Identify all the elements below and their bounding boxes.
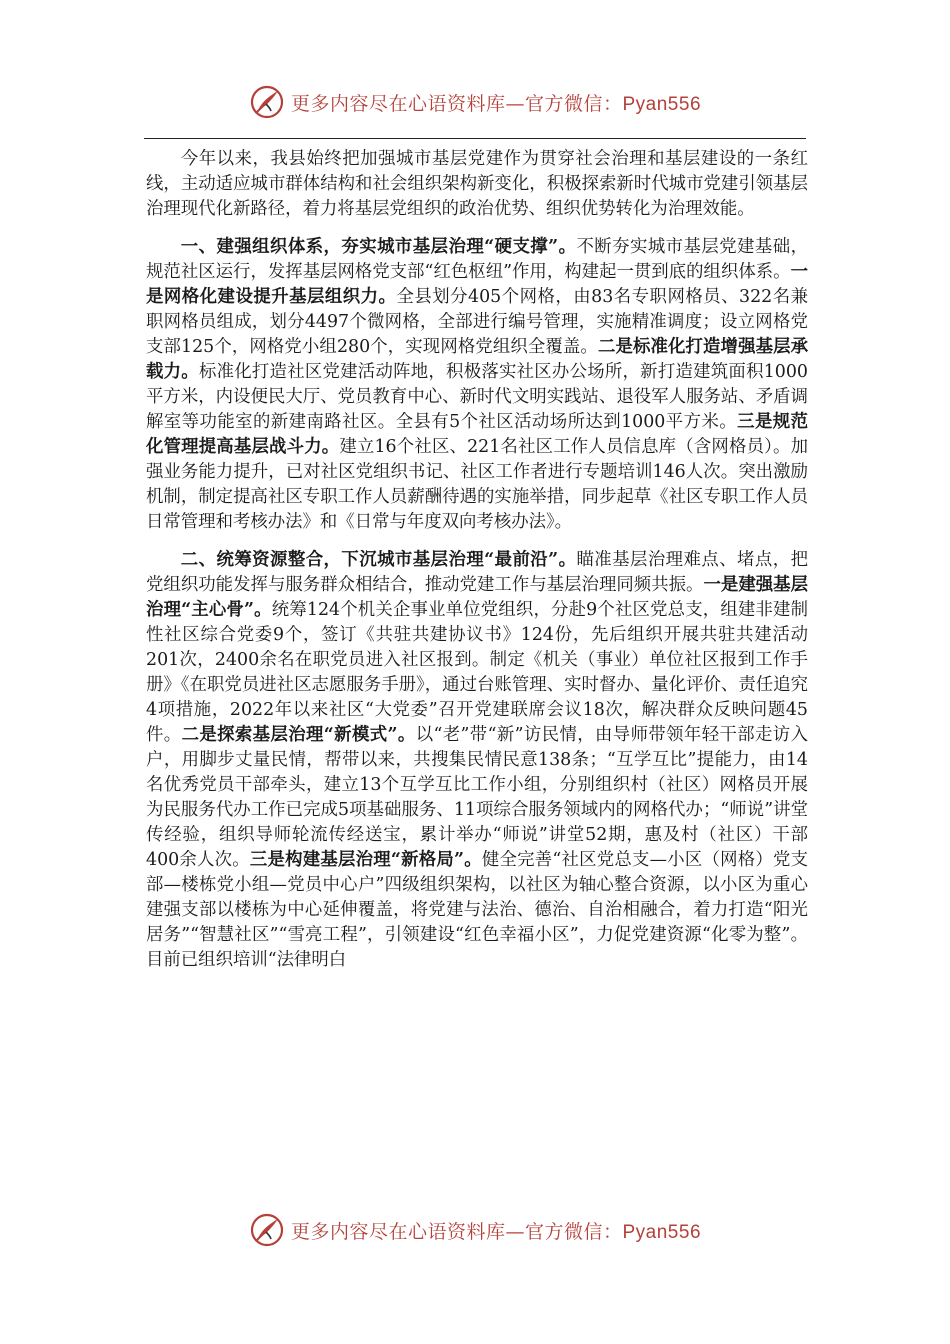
section1-point3-title: 三是规范化管理提高基层战斗力。: [146, 412, 808, 457]
intro-paragraph: 今年以来，我县始终把加强城市基层党建作为贯穿社会治理和基层建设的一条红线，主动适应城市群体结构和社会组织架构新变化，积极探索新时代城市党建引领基层治理现代化新路径，着力将基层党组织的政治优势、组织优势转化为治理效能。: [146, 149, 808, 219]
section1-paragraph: [146, 235, 808, 535]
section1-point1-text: 全县划分405个网格，由83名专职网格员、322名兼职网格员组成，划分4497个微网格，全部进行编号管理，实施精准调度；设立网格党支部125个，网格党小组280个，实现网格党组织全覆盖。: [146, 287, 808, 357]
section1-lead: 不断夯实城市基层党建基础，规范社区运行，发挥基层网格党支部“红色枢纽”作用，构建起一贯到底的组织体系。: [146, 237, 808, 282]
header-banner-text: 更多内容尽在心语资料库—官方微信：Pyan556: [290, 92, 702, 115]
section2-point2-text: 以“老”带“新”访民情，由导师带领年轻干部走访入户，用脚步丈量民情，帮带以来，共搜集民情民意138条；“互学互比”提能力，由14名优秀党员干部牵头，建立13个互学互比工作小组，分别组织村（社区）网格员开展为民服务代办工作已完成5项基础服务、11项综合服务领域内的网格代办；“师说”讲堂传经验，组织导师轮流传经送宝，累计举办“师说”讲堂52期，惠及村（社区）干部400余人次。: [146, 725, 808, 870]
document-body: [146, 147, 808, 973]
section2-heading: 二、统筹资源整合，下沉城市基层治理“最前沿”。: [180, 550, 577, 570]
header-rule: [144, 138, 806, 139]
section1-point2-title: 二是标准化打造增强基层承载力。: [146, 337, 808, 382]
section2-lead: 瞄准基层治理难点、堵点，把党组织功能发挥与服务群众相结合，推动党建工作与基层治理同频共振。: [146, 550, 808, 595]
quill-logo-icon: [249, 1212, 285, 1248]
section2-point3-title: 三是构建基层治理“新格局”。: [249, 850, 482, 870]
section1-heading: 一、建强组织体系，夯实城市基层治理“硬支撑”。: [180, 237, 577, 257]
footer-banner-text: 更多内容尽在心语资料库—官方微信：Pyan556: [290, 1220, 702, 1243]
section1-point1-title: 一是网格化建设提升基层组织力。: [146, 262, 808, 307]
header-wechat-handle: Pyan556: [622, 93, 702, 115]
section2-point1-title: 一是建强基层治理“主心骨”。: [146, 575, 808, 620]
header-banner: [0, 80, 950, 124]
section1-point2-text: 标准化打造社区党建活动阵地，积极落实社区办公场所，新打造建筑面积1000平方米，内设便民大厅、党员教育中心、新时代文明实践站、退役军人服务站、矛盾调解室等功能室的新建南路社区。全县有5个社区活动场所达到1000平方米。: [146, 362, 808, 432]
section2-point2-title: 二是探索基层治理“新模式”。: [181, 725, 416, 745]
section2-paragraph: [146, 548, 808, 973]
section2-point1-text: 统筹124个机关企事业单位党组织，分赴9个社区党总支，组建非建制性社区综合党委9个，签订《共驻共建协议书》124份，先后组织开展共驻共建活动201次，2400余名在职党员进入社区报到。制定《机关（事业）单位社区报到工作手册》《在职党员进社区志愿服务手册》，通过台账管理、实时督办、量化评价、责任追究4项措施，2022年以来社区“大党委”召开党建联席会议18次，解决群众反映问题45件。: [146, 600, 808, 745]
section2-point3-text: 健全完善“社区党总支—小区（网格）党支部—楼栋党小组—党员中心户”四级组织架构，以社区为轴心整合资源，以小区为重心建强支部以楼栋为中心延伸覆盖，将党建与法治、德治、自治相融合，着力打造“阳光居务”“智慧社区”“雪亮工程”，引领建设“红色幸福小区”，力促党建资源“化零为整”。目前已组织培训“法律明白: [146, 850, 808, 970]
section1-point3-text: 建立16个社区、221名社区工作人员信息库（含网格员）。加强业务能力提升，已对社区党组织书记、社区工作者进行专题培训146人次。突出激励机制，制定提高社区专职工作人员薪酬待遇的实施举措，同步起草《社区专职工作人员日常管理和考核办法》和《日常与年度双向考核办法》。: [146, 437, 808, 532]
footer-wechat-handle: Pyan556: [622, 1221, 702, 1243]
footer-banner: [0, 1208, 950, 1252]
quill-logo-icon: [249, 84, 285, 120]
